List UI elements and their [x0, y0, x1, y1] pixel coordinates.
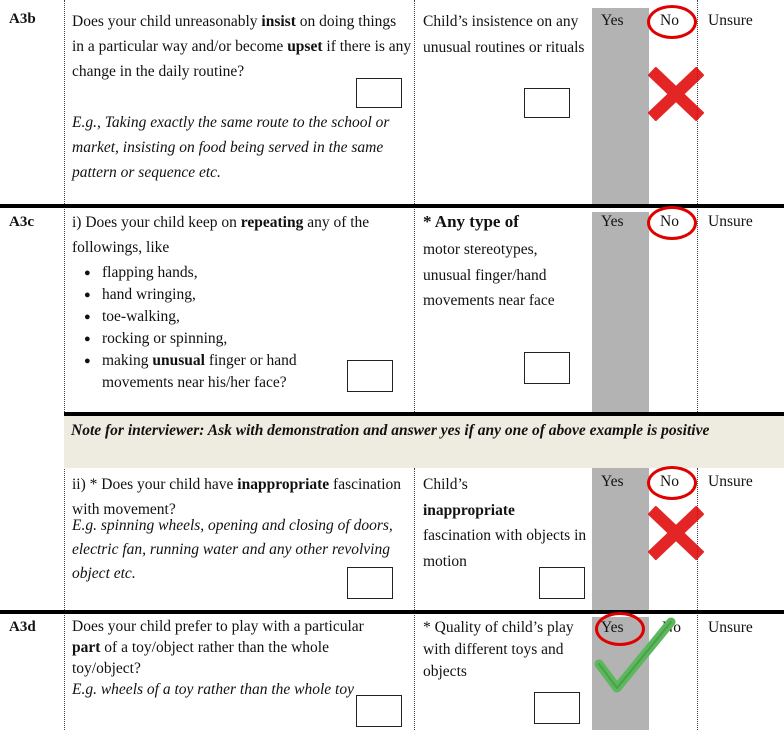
- row-id-a3b: A3b: [9, 11, 36, 27]
- yes-column-shade: [592, 8, 649, 204]
- example-a3d: E.g. wheels of a toy rather than the whole toy: [72, 681, 354, 698]
- cross-mark-icon: [648, 67, 704, 121]
- list-item: ● rocking or spinning,: [78, 328, 338, 350]
- option-no-a3b[interactable]: No: [660, 12, 679, 29]
- option-unsure-a3c[interactable]: Unsure: [708, 213, 753, 230]
- option-no-a3d[interactable]: No: [662, 619, 681, 636]
- question-a3d: Does your child prefer to play with a particular part of a toy/object rather than the whole toy/object?: [72, 618, 364, 677]
- criterion-a3b: Child’s insistence on any unusual routines or rituals: [423, 13, 585, 56]
- interviewer-note: Note for interviewer: Ask with demonstration and answer yes if any one of above example is positive: [64, 416, 784, 468]
- criterion-box-a3c[interactable]: [524, 352, 570, 384]
- list-item: ● flapping hands,: [78, 262, 338, 284]
- answer-box-a3c-ii[interactable]: [347, 567, 393, 599]
- bullet-list-a3c: [78, 262, 338, 394]
- answer-box-a3d[interactable]: [356, 695, 402, 727]
- cross-mark-icon: [648, 506, 704, 560]
- answer-box-a3c-i[interactable]: [347, 360, 393, 392]
- option-yes-a3c-ii[interactable]: Yes: [601, 473, 624, 490]
- criterion-box-a3c-ii[interactable]: [539, 567, 585, 599]
- option-no-a3c-ii[interactable]: No: [660, 473, 679, 490]
- column-divider: [64, 0, 65, 730]
- list-item: ● hand wringing,: [78, 284, 338, 306]
- option-yes-a3c[interactable]: Yes: [601, 213, 624, 230]
- column-divider: [697, 0, 698, 416]
- column-divider: [414, 0, 415, 416]
- option-unsure-a3b[interactable]: Unsure: [708, 12, 753, 29]
- criterion-head-a3c: * Any type of: [423, 212, 519, 231]
- list-item: ● toe-walking,: [78, 306, 338, 328]
- yes-column-shade: [592, 212, 649, 412]
- question-a3c-i: i) Does your child keep on repeating any of the followings, like: [72, 214, 370, 256]
- example-a3c-ii: E.g. spinning wheels, opening and closing of doors, electric fan, running water and any other revolving object etc.: [72, 517, 393, 582]
- selected-circle-a3c: [647, 206, 697, 240]
- option-unsure-a3c-ii[interactable]: Unsure: [708, 473, 753, 490]
- option-no-a3c[interactable]: No: [660, 213, 679, 230]
- option-unsure-a3d[interactable]: Unsure: [708, 619, 753, 636]
- selected-circle-a3b: [647, 5, 697, 39]
- question-a3b: Does your child unreasonably insist on doing things in a particular way and/or become upset if there is any change in the daily routine?: [72, 13, 412, 80]
- criterion-a3d: * Quality of child’s play with different toys and objects: [423, 619, 574, 680]
- criterion-a3c: motor stereotypes, unusual finger/hand movements near face: [423, 241, 555, 309]
- criterion-box-a3d[interactable]: [534, 692, 580, 724]
- criterion-a3c-ii: Child’s inappropriate fascination with objects in motion: [423, 476, 587, 570]
- answer-box-a3b[interactable]: [356, 78, 402, 108]
- example-a3b: E.g., Taking exactly the same route to the school or market, insisting on food being served in the same pattern or sequence etc.: [72, 114, 390, 181]
- row-id-a3d: A3d: [9, 619, 36, 635]
- list-item: ● making unusual finger or hand movements near his/her face?: [78, 350, 338, 394]
- criterion-box-a3b[interactable]: [524, 88, 570, 118]
- column-divider: [414, 468, 415, 730]
- option-yes-a3b[interactable]: Yes: [601, 12, 624, 29]
- row-id-a3c: A3c: [9, 214, 34, 230]
- option-yes-a3d[interactable]: Yes: [601, 619, 624, 636]
- question-a3c-ii: ii) * Does your child have inappropriate fascination with movement?: [72, 476, 402, 518]
- checkmark-icon: [593, 612, 679, 698]
- selected-circle-a3c-ii: [647, 466, 697, 500]
